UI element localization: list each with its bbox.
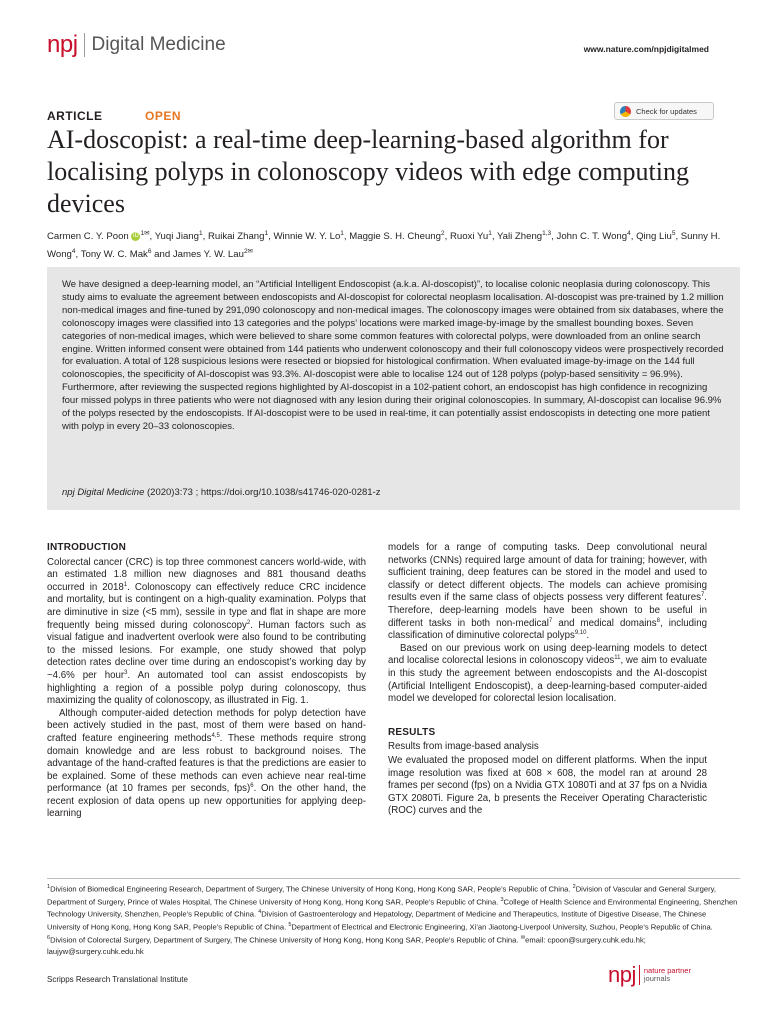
journal-name: Digital Medicine [91,34,226,55]
reference-superscript[interactable]: 1 [123,581,128,588]
results-paragraph-1: We evaluated the proposed model on different platforms. When the input image resolution was fixed at 608 × 608, the model ran at around 28 frames per second (fps) on a Nvidia GTX 1080Ti and at 37 fps on a Nvidia GTX 2080Ti. Figure 2a, b presents the Receiver Operating Characteristic (ROC) curves and the [388,754,707,817]
citation-journal: npj Digital Medicine [62,487,145,498]
author-name[interactable]: Winnie W. Y. Lo [273,231,341,243]
journal-logo[interactable] [47,32,226,58]
text-run: Based on our previous work on using deep-learning models to detect and localise colorectal lesions in colonoscopy videos [388,642,707,667]
article-title: AI-doscopist: a real-time deep-learning-based algorithm for localising polyps in colonoscopy videos with edge computing devices [47,125,689,218]
author-affiliation: 2 [440,230,445,237]
reference-superscript[interactable]: 1 [47,884,51,890]
author-affiliation: 1 [488,230,492,237]
author-name[interactable]: Qing Liu [636,231,672,243]
author-affiliation: 2✉ [243,248,253,256]
author-list: Carmen C. Y. Poon iD $^{1✉}$, Yuqi Jiang$^1$, Ruikai Zhang$^1$, Winnie W. Y. Lo$^1$, Maggie S. H. Cheung$^2$, Ruoxi Yu$^1$, Yali Zheng$^{1,3}$, John C. T. Wong$^4$, Qing Liu$^5$, Sunny H. Wong$^4$, Tony W. C. Mak$^6$ and James Y. W. Lau$^{2✉}$ [47,230,721,261]
intro-paragraph-4 [388,643,707,706]
text-run: . Human factors such as visual fatigue and inadvertent overlook were also found to be contributing to the missed lesions. For example, one study showed that polyp detection rates decline over time during an endoscopist’s working day by ~4.6% per hour [47,619,366,681]
partner-journals-text [644,967,691,984]
author-name[interactable]: Ruikai Zhang [207,231,265,243]
article-type-label: ARTICLE [47,109,103,123]
reference-superscript[interactable]: ✉ [520,934,526,941]
text-run: . An automated tool can assist endoscopists by highlighting a region of a possible polyp during colonoscopy, thus maximizing the quality of colonoscopy, as illustrated in Fig. 1. [47,669,366,707]
text-run: Although computer-aided detection methods for polyp detection have been actively studied in the past, most of them were based on hand-crafted feature engineering methods [47,707,366,744]
reference-superscript[interactable]: 2 [572,884,576,890]
citation-doi: (2020)3:73 ; https://doi.org/10.1038/s41746-020-0281-z [144,487,381,498]
author-affiliation: 1 [264,230,269,237]
footer-logo-divider [639,965,640,985]
results-heading: RESULTS [388,726,436,738]
check-for-updates-button[interactable] [614,102,714,120]
crossmark-icon [620,106,631,117]
text-run: . On the other hand, the recent explosion of data opens up new opportunities for applying deep-learning [47,783,366,820]
intro-paragraph-2 [47,708,366,821]
reference-superscript[interactable]: 7 [700,592,705,599]
author-affiliation: 1 [198,230,203,237]
reference-superscript[interactable]: 7 [548,617,553,624]
text-run: , including classification of diminutive colorectal polyps [388,617,707,642]
text-run: . Colonoscopy can effectively reduce CRC incidence and mortality, but is contingent on a high-quality examination. Polyps that are diminutive in size (<5 mm), sessile in type and flat in shape are more frequently being missed during colonoscopy [47,581,366,631]
partner-line-2: journals [643,974,671,983]
check-for-updates-label: Check for updates [636,106,697,116]
author-name[interactable]: Sunny H. Wong [47,231,721,261]
author-affiliation: 1,3 [542,230,552,237]
reference-superscript[interactable]: 5 [288,922,292,929]
footnote-divider [47,878,740,879]
affiliations-footnote [47,882,740,957]
author-name[interactable]: Yali Zheng [496,231,543,243]
text-run: , we aim to evaluate in this study the agreement between endoscopists and the AI-doscopist (Artificial Intelligent Endoscopist), a deep-learning-based computer-aided model we developed for colorectal lesion localisation. [388,655,707,705]
reference-superscript[interactable]: 4 [258,909,262,916]
npj-logo-mark: npj [47,31,78,58]
text-run: Division of Colorectal Surgery, Department of Surgery, The Chinese University of Hong Kong, Hong Kong SAR, People’s Republic of China. [50,935,521,945]
logo-divider [84,33,85,57]
right-column [388,542,707,818]
author-affiliation: 6 [147,248,152,256]
text-run: email: cpoon@surgery.cuhk.edu.hk; laujyw@surgery.cuhk.edu.hk [47,935,646,956]
author-name[interactable]: John C. T. Wong [556,231,628,243]
author-affiliation: 4 [627,230,631,237]
author-affiliation: 4 [71,248,76,256]
citation-line[interactable] [62,487,380,498]
text-run: Division of Gastroenterology and Hepatology, Department of Medicine and Therapeutics, Institute of Digestive Disease, The Chinese University of Hong Kong, Hong Kong SAR, People’s Republic of China. [47,910,707,932]
text-run: Division of Biomedical Engineering Research, Department of Surgery, The Chinese University of Hong Kong, Hong Kong SAR, People’s Republic of China. [50,884,573,894]
intro-paragraph-3 [388,542,707,643]
author-name[interactable]: Carmen C. Y. Poon [47,231,129,243]
reference-superscript[interactable]: 9,10 [574,629,587,636]
footer-npj-mark: npj [608,962,636,987]
author-name[interactable]: Ruoxi Yu [449,231,489,243]
author-name[interactable]: James Y. W. Lau [172,249,244,261]
reference-superscript[interactable]: 6 [47,934,51,941]
author-name[interactable]: Yuqi Jiang [154,231,199,243]
intro-paragraph-1 [47,557,366,708]
reference-superscript[interactable]: 2 [246,619,251,626]
text-run: and medical domains [552,617,657,629]
partner-line-1: nature partner [643,965,691,975]
reference-superscript[interactable]: 3 [500,896,504,903]
text-run: . These methods require strong domain knowledge and are less robust to background noises. The advantage of the hand-crafted features is that the predictions are easier to be explained. Some of these methods can even achieve near real-time performance (at 10 frames per seconds, fps) [47,732,366,795]
text-run: models for a range of computing tasks. Deep convolutional neural networks (CNNs) required large amount of data for training; however, with sufficient training, deep features can be stored in the model and used to classify or detect different objects. The models can achieve promising results even if the same class of objects possess very different features [388,542,707,604]
author-name[interactable]: Maggie S. H. Cheung [349,231,441,243]
reference-superscript[interactable]: 8 [656,617,660,624]
nature-partner-journals-logo[interactable] [608,964,691,986]
author-name[interactable]: Tony W. C. Mak [80,249,148,261]
text-run: College of Health Science and Environmental Engineering, Shenzhen Technology University, Shenzhen, People’s Republic of China. [47,897,738,919]
introduction-heading: INTRODUCTION [47,542,127,553]
results-subheading: Results from image-based analysis [388,741,539,753]
text-run: Department of Electrical and Electronic Engineering, Xi’an Jiaotong-Liverpool University, Suzhou, People’s Republic of China. [291,922,713,932]
left-column [47,542,366,821]
text-run: Division of Vascular and General Surgery, Department of Surgery, Prince of Wales Hospital, The Chinese University of Hong Kong, Hong Kong SAR, People’s Republic of China. [47,884,716,907]
orcid-icon[interactable]: iD [133,233,139,240]
author-affiliation: 5 [671,230,676,237]
publisher-name: Scripps Research Translational Institute [47,975,188,984]
text-run: Colorectal cancer (CRC) is top three commonest cancers world-wide, with an estimated 1.8 million new diagnoses and 881 thousand deaths occurred in 2018 [47,556,366,593]
author-affiliation: 1 [340,230,344,237]
author-affiliation: 1✉ [140,230,150,237]
reference-superscript[interactable]: 4,5 [211,732,220,739]
abstract-text: We have designed a deep-learning model, an “Artificial Intelligent Endoscopist (a.k.a. AI-doscopist)”, to localise colonic neoplasia during colonoscopy. This study aims to evaluate the agreement between endoscopists and AI-doscopist for colorectal neoplasm localisation. AI-doscopist was pre-trained by 1.2 million non-medical images and fine-tuned by 291,090 colonoscopy and non-medical images. The colonoscopy images were obtained from six databases, where the colonoscopy images were classified into 13 categories and the polyps’ locations were marked image-by-image by the smallest bounding boxes. Seven categories of non-medical images, which were believed to share some common features with colorectal polyps, were downloaded from an online search engine. Written informed consent were obtained from 144 patients who underwent colonoscopy and their full colonoscopy videos were prospectively recorded for evaluation. A total of 128 suspicious lesions were resected or biopsied for histological confirmation. When evaluated image-by-image on the 144 full colonoscopies, the specificity of AI-doscopist was 93.3%. AI-doscopist were able to localise 124 out of 128 polyps (polyp-based sensitivity = 96.9%). Furthermore, after reviewing the suspected regions highlighted by AI-doscopist in a 102-patient cohort, an endoscopist has high confidence in recognizing four missed polyps in three patients who were not diagnosed with any lesion during their original colonoscopies. In summary, AI-doscopist can localise 96.9% of the polyps resected by the endoscopists. If AI-doscopist were to be used in real-time, it can potentially assist endoscopists in detecting one more patient with polyp in every 20–33 colonoscopies. [62,279,724,432]
reference-superscript[interactable]: 6 [250,783,254,790]
reference-superscript[interactable]: 11 [614,655,621,662]
site-url-link[interactable]: www.nature.com/npjdigitalmed [583,44,709,54]
reference-superscript[interactable]: 3 [124,669,128,676]
text-run: . [586,630,590,642]
open-access-label: OPEN [145,109,182,123]
text-run: . Therefore, deep-learning models have been shown to be useful in different tasks in both non-medical [388,592,707,629]
